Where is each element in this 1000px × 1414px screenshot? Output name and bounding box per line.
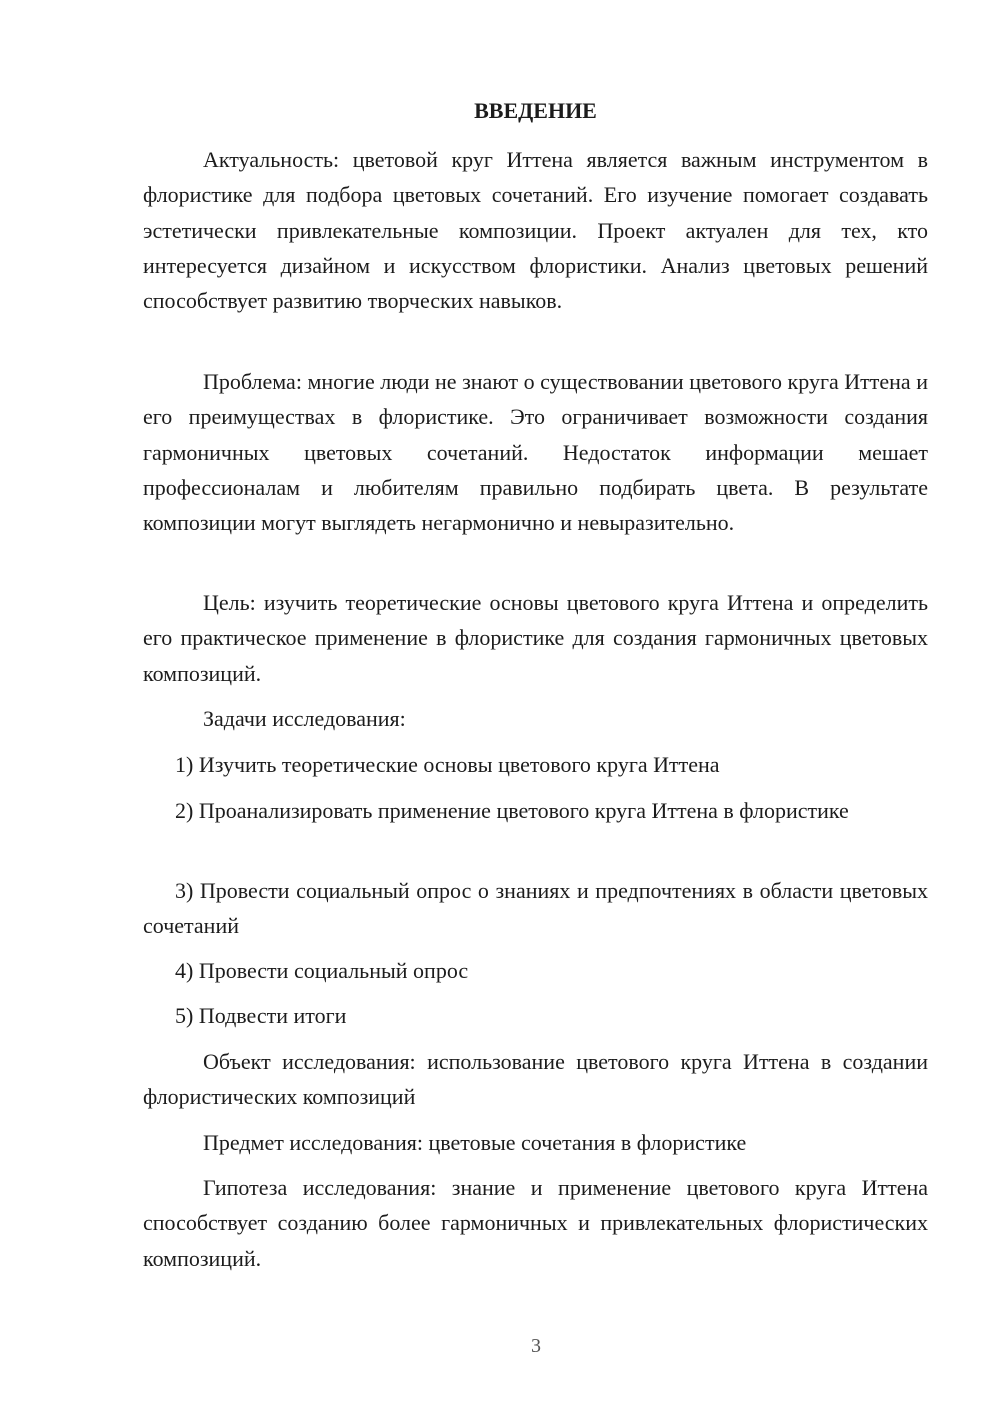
object-paragraph: Объект исследования: использование цветового круга Иттена в создании флористических композиций	[143, 1049, 928, 1110]
task-item-3: 3) Провести социальный опрос о знаниях и предпочтениях в области цветовых сочетаний	[143, 878, 928, 939]
page-title: ВВЕДЕНИЕ	[474, 98, 597, 123]
task-item-1: 1) Изучить теоретические основы цветового круга Иттена	[175, 752, 720, 777]
tasks-heading: Задачи исследования:	[203, 706, 406, 731]
task-item-4: 4) Провести социальный опрос	[175, 958, 469, 983]
subject-paragraph: Предмет исследования: цветовые сочетания в флористике	[203, 1130, 747, 1155]
goal-paragraph: Цель: изучить теоретические основы цветового круга Иттена и определить его практическое применение в флористике для создания гармоничных цветовых композиций.	[143, 590, 928, 686]
relevance-paragraph: Актуальность: цветовой круг Иттена является важным инструментом в флористике для подбора цветовых сочетаний. Его изучение помогает создавать эстетически привлекательные композиции. Проект актуален для тех, кто интересуется дизайном и искусством флористики. Анализ цветовых решений способствует развитию творческих навыков.	[143, 147, 928, 314]
problem-paragraph: Проблема: многие люди не знают о существовании цветового круга Иттена и его преимуществах в флористике. Это ограничивает возможности создания гармоничных цветовых сочетаний. Недостаток информации мешает профессионалам и любителям правильно подбирать цвета. В результате композиции могут выглядеть негармонично и невыразительно.	[143, 369, 928, 536]
hypothesis-paragraph: Гипотеза исследования: знание и применение цветового круга Иттена способствует созданию более гармоничных и привлекательных флористических композиций.	[143, 1175, 928, 1271]
task-item-2: 2) Проанализировать применение цветового круга Иттена в флористике	[175, 798, 849, 823]
task-item-5: 5) Подвести итоги	[175, 1003, 347, 1028]
page-number: 3	[531, 1335, 541, 1357]
